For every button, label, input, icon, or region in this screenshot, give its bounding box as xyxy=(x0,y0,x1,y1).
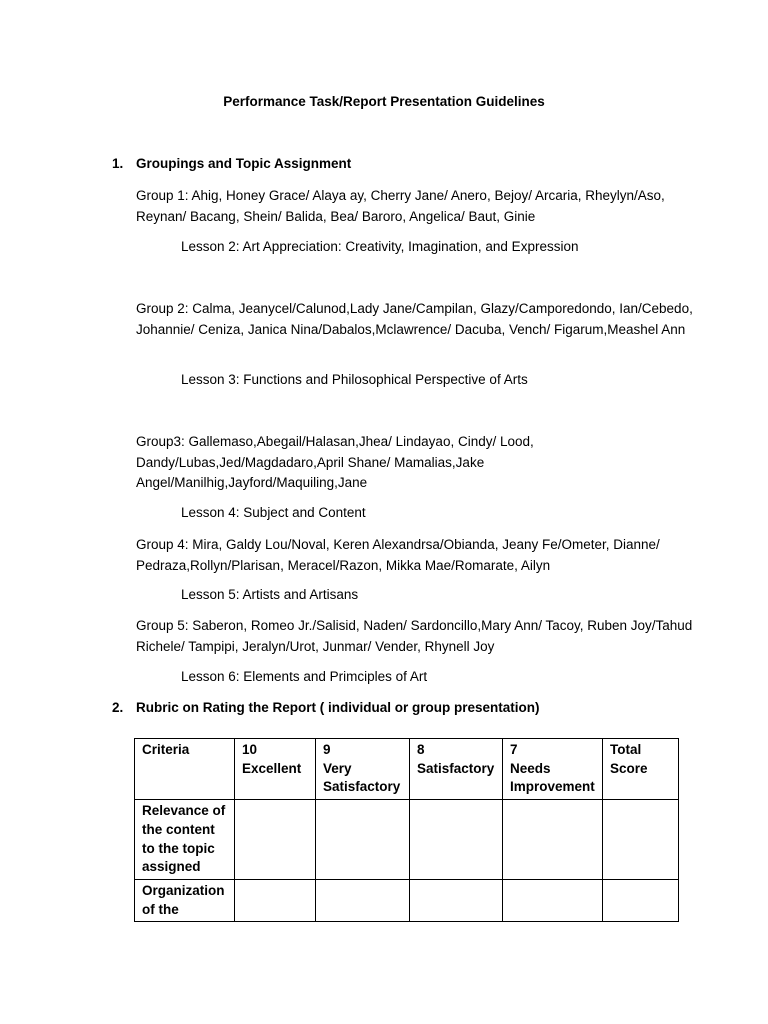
score-cell xyxy=(603,879,679,921)
header-line: Total xyxy=(610,742,642,757)
criteria-cell xyxy=(135,800,235,880)
score-cell xyxy=(410,879,503,921)
criteria-cell xyxy=(135,879,235,921)
group-5-lesson: Lesson 6: Elements and Primciples of Art xyxy=(181,669,428,684)
header-needs-improvement xyxy=(503,739,603,800)
header-line: Satisfactory xyxy=(323,779,401,795)
header-line: Improvement xyxy=(510,779,595,795)
group-3-lesson: Lesson 4: Subject and Content xyxy=(181,505,366,520)
group-2-lesson: Lesson 3: Functions and Philosophical Perspective of Arts xyxy=(181,372,528,387)
section-heading-rubric xyxy=(112,700,540,715)
section-title: Groupings and Topic Assignment xyxy=(136,156,352,171)
section-title: Rubric on Rating the Report ( individual or group presentation) xyxy=(136,700,540,715)
rubric-table xyxy=(134,738,679,922)
score-cell xyxy=(503,879,603,921)
group-4-members: Group 4: Mira, Galdy Lou/Noval, Keren Alexandrsa/Obianda, Jeany Fe/Ometer, Dianne/ Pedraza,Rollyn/Plarisan, Meracel/Razon, Mikka Mae/Romarate, Ailyn xyxy=(136,537,660,573)
criteria-line: assigned xyxy=(142,859,201,875)
header-line: 8 xyxy=(417,742,425,757)
header-very-satisfactory xyxy=(316,739,410,800)
section-heading-groupings xyxy=(112,156,351,171)
header-line: Score xyxy=(610,760,648,776)
score-cell xyxy=(316,800,410,880)
document-title: Performance Task/Report Presentation Guidelines xyxy=(223,94,545,109)
group-2-members: Group 2: Calma, Jeanycel/Calunod,Lady Jane/Campilan, Glazy/Camporedondo, Ian/Cebedo, Johannie/ Ceniza, Janica Nina/Dabalos,Mclawrence/ Dacuba, Vench/ Figarum,Meashel Ann xyxy=(136,301,693,337)
header-satisfactory xyxy=(410,739,503,800)
criteria-line: to the topic xyxy=(142,840,215,856)
header-criteria xyxy=(135,739,235,800)
score-cell xyxy=(503,800,603,880)
group-1-lesson: Lesson 2: Art Appreciation: Creativity, Imagination, and Expression xyxy=(181,239,579,254)
score-cell xyxy=(603,800,679,880)
group-3-members: Group3: Gallemaso,Abegail/Halasan,Jhea/ Lindayao, Cindy/ Lood, Dandy/Lubas,Jed/Magdadaro,April Shane/ Mamalias,Jake Angel/Manilhig,Jayford/Maquiling,Jane xyxy=(136,434,534,490)
header-total-score xyxy=(603,739,679,800)
criteria-line: the content xyxy=(142,821,215,837)
group-1-members: Group 1: Ahig, Honey Grace/ Alaya ay, Cherry Jane/ Anero, Bejoy/ Arcaria, Rheylyn/Aso, Reynan/ Bacang, Shein/ Balida, Bea/ Baroro, Angelica/ Baut, Ginie xyxy=(136,188,665,224)
header-line: Criteria xyxy=(142,742,190,757)
criteria-line: Relevance of xyxy=(142,803,226,819)
score-cell xyxy=(316,879,410,921)
header-line: Needs xyxy=(510,760,551,776)
header-line: Excellent xyxy=(242,760,302,776)
header-line: 7 xyxy=(510,742,518,757)
header-line: 10 xyxy=(242,742,258,757)
rubric-row-relevance xyxy=(135,800,679,880)
section-number: 2. xyxy=(112,700,124,715)
header-line: 9 xyxy=(323,742,331,757)
score-cell xyxy=(235,879,316,921)
rubric-row-organization xyxy=(135,879,679,921)
header-excellent xyxy=(235,739,316,800)
header-line: Satisfactory xyxy=(417,760,495,776)
criteria-line: Organization xyxy=(142,882,225,898)
rubric-header-row xyxy=(135,739,679,800)
score-cell xyxy=(410,800,503,880)
score-cell xyxy=(235,800,316,880)
section-number: 1. xyxy=(112,156,124,171)
group-5-members: Group 5: Saberon, Romeo Jr./Salisid, Naden/ Sardoncillo,Mary Ann/ Tacoy, Ruben Joy/Tahud Richele/ Tampipi, Jeralyn/Urot, Junmar/ Vender, Rhynell Joy xyxy=(136,618,693,654)
criteria-line: of the xyxy=(142,901,179,917)
group-4-lesson: Lesson 5: Artists and Artisans xyxy=(181,587,359,602)
header-line: Very xyxy=(323,760,352,776)
